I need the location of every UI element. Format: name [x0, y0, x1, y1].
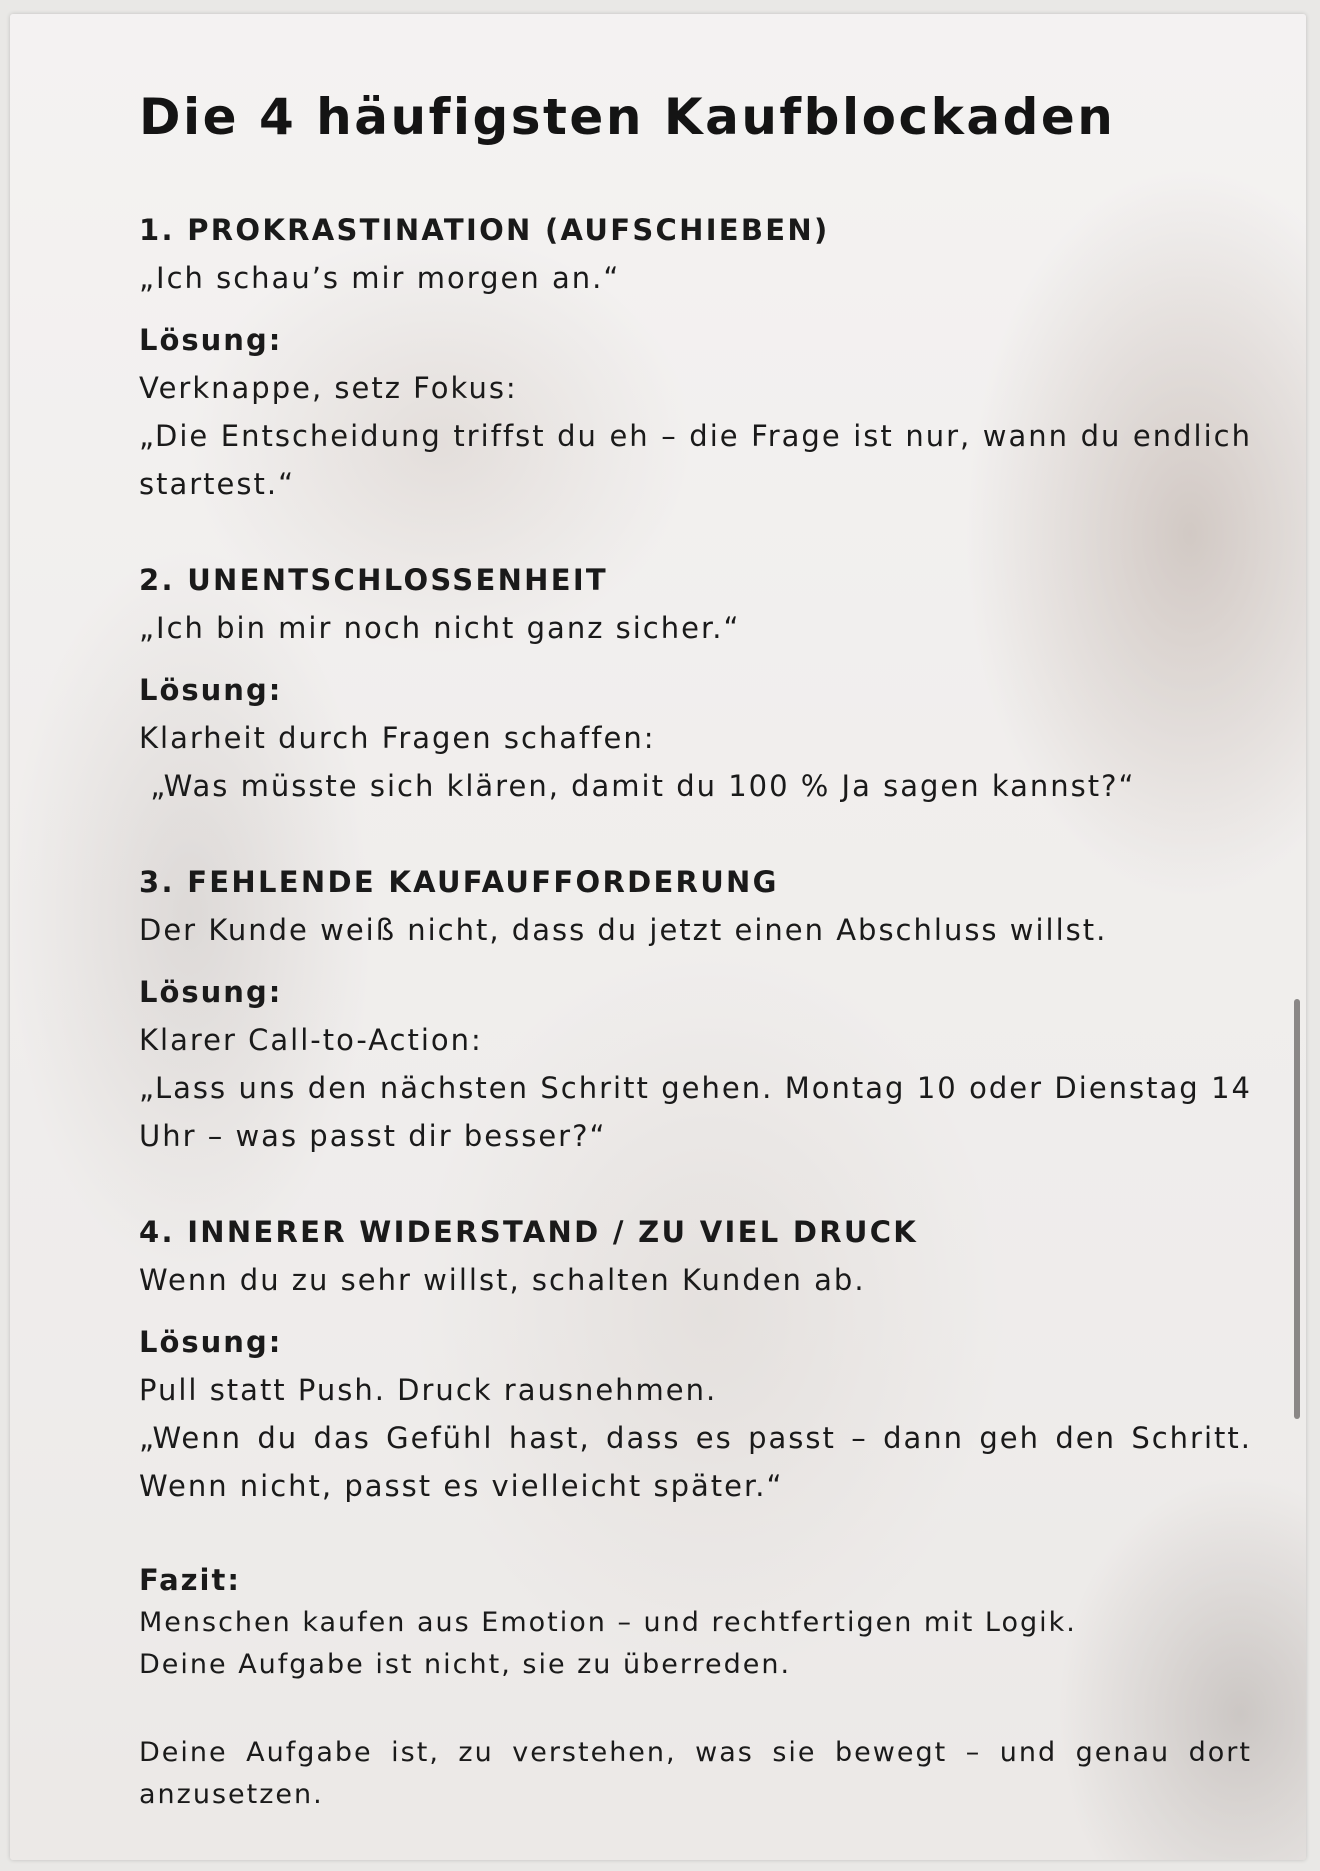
- solution-line: Verknappe, setz Fokus:: [139, 371, 518, 405]
- page-title: Die 4 häufigsten Kaufblockaden: [139, 88, 1116, 146]
- section-heading: 2. UNENTSCHLOSSENHEIT: [139, 563, 609, 597]
- section-innerer-widerstand: [139, 1208, 1252, 1510]
- solution-line: Klarheit durch Fragen schaffen:: [139, 721, 656, 755]
- vertical-scrollbar[interactable]: [1294, 999, 1300, 1419]
- section-heading: 4. INNERER WIDERSTAND / ZU VIEL DRUCK: [139, 1215, 919, 1249]
- solution-line: Pull statt Push. Druck rausnehmen.: [139, 1373, 718, 1407]
- solution-label: Lösung:: [139, 673, 283, 707]
- fazit-line: Menschen kaufen aus Emotion – und rechtfertigen mit Logik.: [139, 1607, 1077, 1638]
- section-quote: Der Kunde weiß nicht, dass du jetzt einen Abschluss willst.: [139, 913, 1108, 947]
- solution-line: „Lass uns den nächsten Schritt gehen. Montag 10 oder Dienstag 14 Uhr – was passt dir besser?“: [139, 1071, 1252, 1153]
- solution-line: Klarer Call-to-Action:: [139, 1023, 483, 1057]
- section-prokrastination: [139, 206, 1252, 508]
- document-content: [139, 86, 1252, 1816]
- section-quote: „Ich schau’s mir morgen an.“: [139, 261, 621, 295]
- spacer: [139, 1686, 1252, 1732]
- solution-label: Lösung:: [139, 323, 283, 357]
- fazit-block: [139, 1558, 1252, 1816]
- section-unentschlossenheit: [139, 556, 1252, 810]
- fazit-closing: Deine Aufgabe ist, zu verstehen, was sie bewegt – und genau dort anzusetzen.: [139, 1737, 1252, 1810]
- section-kaufaufforderung: [139, 858, 1252, 1160]
- fazit-label: Fazit:: [139, 1563, 241, 1597]
- document-page: [10, 14, 1306, 1860]
- solution-line: „Was müsste sich klären, damit du 100 % Ja sagen kannst?“: [139, 769, 1136, 803]
- section-heading: 1. PROKRASTINATION (AUFSCHIEBEN): [139, 213, 830, 247]
- solution-label: Lösung:: [139, 1325, 283, 1359]
- section-heading: 3. FEHLENDE KAUFAUFFORDERUNG: [139, 865, 779, 899]
- section-quote: Wenn du zu sehr willst, schalten Kunden ab.: [139, 1263, 866, 1297]
- solution-label: Lösung:: [139, 975, 283, 1009]
- solution-line: „Die Entscheidung triffst du eh – die Frage ist nur, wann du endlich startest.“: [139, 419, 1252, 501]
- section-quote: „Ich bin mir noch nicht ganz sicher.“: [139, 611, 741, 645]
- fazit-line: Deine Aufgabe ist nicht, sie zu überreden.: [139, 1649, 792, 1680]
- solution-line: „Wenn du das Gefühl hast, dass es passt – dann geh den Schritt. Wenn nicht, passt es vielleicht später.“: [139, 1421, 1252, 1503]
